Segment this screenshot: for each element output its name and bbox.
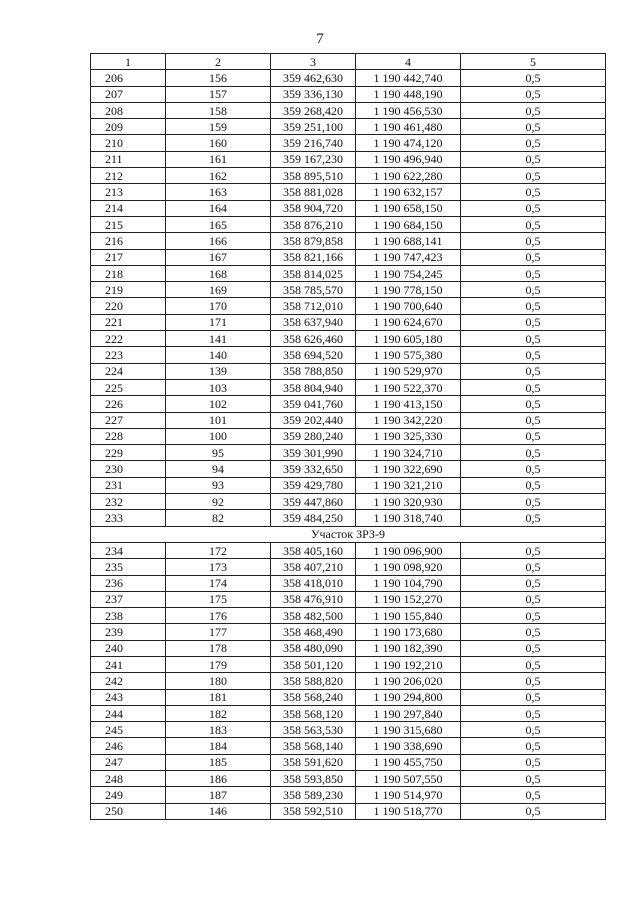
coord-y-cell: 1 190 507,550	[356, 771, 461, 787]
coord-x-cell: 359 447,860	[271, 494, 356, 510]
point-number-cell: 173	[166, 559, 271, 575]
coord-y-cell: 1 190 747,423	[356, 249, 461, 265]
row-number-cell: 218	[91, 265, 166, 281]
coord-x-cell: 358 592,510	[271, 803, 356, 819]
accuracy-cell: 0,5	[461, 314, 606, 330]
row-number-cell: 208	[91, 102, 166, 118]
row-number-cell: 223	[91, 347, 166, 363]
table-row	[91, 640, 606, 656]
row-number-cell: 230	[91, 461, 166, 477]
coord-x-cell: 358 879,858	[271, 233, 356, 249]
accuracy-cell: 0,5	[461, 363, 606, 379]
table-row	[91, 754, 606, 770]
row-number-cell: 247	[91, 754, 166, 770]
point-number-cell: 186	[166, 771, 271, 787]
table-row	[91, 477, 606, 493]
row-number-cell: 211	[91, 151, 166, 167]
point-number-cell: 161	[166, 151, 271, 167]
row-number-cell: 207	[91, 86, 166, 102]
accuracy-cell: 0,5	[461, 151, 606, 167]
table-row	[91, 510, 606, 526]
accuracy-cell: 0,5	[461, 575, 606, 591]
row-number-cell: 225	[91, 379, 166, 395]
table-row	[91, 265, 606, 281]
coord-y-cell: 1 190 496,940	[356, 151, 461, 167]
row-number-cell: 209	[91, 119, 166, 135]
accuracy-cell: 0,5	[461, 249, 606, 265]
accuracy-cell: 0,5	[461, 445, 606, 461]
point-number-cell: 183	[166, 722, 271, 738]
accuracy-cell: 0,5	[461, 787, 606, 803]
table-row	[91, 102, 606, 118]
accuracy-cell: 0,5	[461, 282, 606, 298]
section-title: Участок ЗРЗ-9	[91, 526, 606, 542]
coord-x-cell: 359 280,240	[271, 428, 356, 444]
table-row	[91, 86, 606, 102]
point-number-cell: 163	[166, 184, 271, 200]
table-row	[91, 722, 606, 738]
accuracy-cell: 0,5	[461, 461, 606, 477]
accuracy-cell: 0,5	[461, 86, 606, 102]
coord-y-cell: 1 190 413,150	[356, 396, 461, 412]
point-number-cell: 140	[166, 347, 271, 363]
point-number-cell: 94	[166, 461, 271, 477]
accuracy-cell: 0,5	[461, 705, 606, 721]
coord-x-cell: 359 041,760	[271, 396, 356, 412]
row-number-cell: 234	[91, 542, 166, 558]
table-row	[91, 608, 606, 624]
accuracy-cell: 0,5	[461, 771, 606, 787]
coord-y-cell: 1 190 192,210	[356, 656, 461, 672]
coordinates-table-body	[91, 54, 606, 820]
row-number-cell: 232	[91, 494, 166, 510]
coord-y-cell: 1 190 455,750	[356, 754, 461, 770]
row-number-cell: 242	[91, 673, 166, 689]
coord-y-cell: 1 190 632,157	[356, 184, 461, 200]
table-row	[91, 216, 606, 232]
table-row	[91, 151, 606, 167]
row-number-cell: 240	[91, 640, 166, 656]
coord-x-cell: 358 476,910	[271, 591, 356, 607]
accuracy-cell: 0,5	[461, 494, 606, 510]
coord-y-cell: 1 190 206,020	[356, 673, 461, 689]
coord-y-cell: 1 190 173,680	[356, 624, 461, 640]
table-row	[91, 689, 606, 705]
table-row	[91, 314, 606, 330]
point-number-cell: 158	[166, 102, 271, 118]
table-row	[91, 705, 606, 721]
point-number-cell: 185	[166, 754, 271, 770]
table-row	[91, 379, 606, 395]
point-number-cell: 146	[166, 803, 271, 819]
coord-y-cell: 1 190 754,245	[356, 265, 461, 281]
coord-y-cell: 1 190 322,690	[356, 461, 461, 477]
accuracy-cell: 0,5	[461, 428, 606, 444]
coord-y-cell: 1 190 522,370	[356, 379, 461, 395]
coord-x-cell: 359 336,130	[271, 86, 356, 102]
row-number-cell: 212	[91, 168, 166, 184]
coord-y-cell: 1 190 575,380	[356, 347, 461, 363]
coord-y-cell: 1 190 104,790	[356, 575, 461, 591]
row-number-cell: 231	[91, 477, 166, 493]
coord-y-cell: 1 190 461,480	[356, 119, 461, 135]
row-number-cell: 221	[91, 314, 166, 330]
table-row	[91, 803, 606, 819]
point-number-cell: 176	[166, 608, 271, 624]
coord-y-cell: 1 190 152,270	[356, 591, 461, 607]
row-number-cell: 241	[91, 656, 166, 672]
accuracy-cell: 0,5	[461, 119, 606, 135]
table-row	[91, 249, 606, 265]
row-number-cell: 250	[91, 803, 166, 819]
accuracy-cell: 0,5	[461, 347, 606, 363]
coord-y-cell: 1 190 474,120	[356, 135, 461, 151]
accuracy-cell: 0,5	[461, 331, 606, 347]
coord-y-cell: 1 190 658,150	[356, 200, 461, 216]
accuracy-cell: 0,5	[461, 738, 606, 754]
coord-x-cell: 358 895,510	[271, 168, 356, 184]
coord-x-cell: 358 482,500	[271, 608, 356, 624]
point-number-cell: 172	[166, 542, 271, 558]
coord-y-cell: 1 190 700,640	[356, 298, 461, 314]
accuracy-cell: 5	[461, 54, 606, 70]
coord-x-cell: 359 484,250	[271, 510, 356, 526]
accuracy-cell: 0,5	[461, 559, 606, 575]
point-number-cell: 102	[166, 396, 271, 412]
coord-y-cell: 1 190 098,920	[356, 559, 461, 575]
accuracy-cell: 0,5	[461, 168, 606, 184]
coord-x-cell: 358 785,570	[271, 282, 356, 298]
coord-y-cell: 1 190 529,970	[356, 363, 461, 379]
table-row	[91, 184, 606, 200]
accuracy-cell: 0,5	[461, 70, 606, 86]
point-number-cell: 166	[166, 233, 271, 249]
accuracy-cell: 0,5	[461, 102, 606, 118]
point-number-cell: 178	[166, 640, 271, 656]
table-row	[91, 542, 606, 558]
point-number-cell: 164	[166, 200, 271, 216]
accuracy-cell: 0,5	[461, 233, 606, 249]
table-row	[91, 412, 606, 428]
coord-x-cell: 359 216,740	[271, 135, 356, 151]
table-row	[91, 135, 606, 151]
accuracy-cell: 0,5	[461, 689, 606, 705]
coord-y-cell: 1 190 096,900	[356, 542, 461, 558]
accuracy-cell: 0,5	[461, 656, 606, 672]
point-number-cell: 180	[166, 673, 271, 689]
accuracy-cell: 0,5	[461, 184, 606, 200]
coord-y-cell: 1 190 325,330	[356, 428, 461, 444]
point-number-cell: 157	[166, 86, 271, 102]
table-row	[91, 738, 606, 754]
row-number-cell: 239	[91, 624, 166, 640]
table-row	[91, 331, 606, 347]
point-number-cell: 179	[166, 656, 271, 672]
table-row	[91, 673, 606, 689]
row-number-cell: 246	[91, 738, 166, 754]
accuracy-cell: 0,5	[461, 510, 606, 526]
point-number-cell: 2	[166, 54, 271, 70]
row-number-cell: 233	[91, 510, 166, 526]
coord-x-cell: 358 712,010	[271, 298, 356, 314]
row-number-cell: 217	[91, 249, 166, 265]
row-number-cell: 226	[91, 396, 166, 412]
coord-y-cell: 4	[356, 54, 461, 70]
coord-y-cell: 1 190 442,740	[356, 70, 461, 86]
coord-x-cell: 358 468,490	[271, 624, 356, 640]
row-number-cell: 245	[91, 722, 166, 738]
accuracy-cell: 0,5	[461, 722, 606, 738]
accuracy-cell: 0,5	[461, 298, 606, 314]
point-number-cell: 141	[166, 331, 271, 347]
accuracy-cell: 0,5	[461, 265, 606, 281]
point-number-cell: 162	[166, 168, 271, 184]
table-row	[91, 70, 606, 86]
point-number-cell: 169	[166, 282, 271, 298]
table-row	[91, 575, 606, 591]
point-number-cell: 165	[166, 216, 271, 232]
table-row	[91, 624, 606, 640]
row-number-cell: 224	[91, 363, 166, 379]
point-number-cell: 171	[166, 314, 271, 330]
row-number-cell: 213	[91, 184, 166, 200]
row-number-cell: 206	[91, 70, 166, 86]
coord-y-cell: 1 190 684,150	[356, 216, 461, 232]
coord-x-cell: 359 462,630	[271, 70, 356, 86]
coord-y-cell: 1 190 315,680	[356, 722, 461, 738]
coord-y-cell: 1 190 622,280	[356, 168, 461, 184]
point-number-cell: 174	[166, 575, 271, 591]
coord-x-cell: 359 268,420	[271, 102, 356, 118]
coord-x-cell: 358 876,210	[271, 216, 356, 232]
row-number-cell: 235	[91, 559, 166, 575]
coord-y-cell: 1 190 688,141	[356, 233, 461, 249]
table-row	[91, 363, 606, 379]
point-number-cell: 159	[166, 119, 271, 135]
row-number-cell: 249	[91, 787, 166, 803]
point-number-cell: 92	[166, 494, 271, 510]
coord-x-cell: 359 332,650	[271, 461, 356, 477]
row-number-cell: 219	[91, 282, 166, 298]
page-number: 7	[316, 31, 324, 47]
point-number-cell: 184	[166, 738, 271, 754]
row-number-cell: 222	[91, 331, 166, 347]
point-number-cell: 100	[166, 428, 271, 444]
coord-x-cell: 358 418,010	[271, 575, 356, 591]
accuracy-cell: 0,5	[461, 803, 606, 819]
row-number-cell: 244	[91, 705, 166, 721]
table-row	[91, 428, 606, 444]
coord-y-cell: 1 190 320,930	[356, 494, 461, 510]
coord-x-cell: 358 568,240	[271, 689, 356, 705]
coord-y-cell: 1 190 778,150	[356, 282, 461, 298]
point-number-cell: 103	[166, 379, 271, 395]
coord-x-cell: 358 591,620	[271, 754, 356, 770]
table-row	[91, 656, 606, 672]
accuracy-cell: 0,5	[461, 640, 606, 656]
accuracy-cell: 0,5	[461, 412, 606, 428]
table-row	[91, 445, 606, 461]
table-row	[91, 771, 606, 787]
accuracy-cell: 0,5	[461, 591, 606, 607]
coord-y-cell: 1 190 338,690	[356, 738, 461, 754]
row-number-cell: 214	[91, 200, 166, 216]
coord-y-cell: 1 190 321,210	[356, 477, 461, 493]
row-number-cell: 220	[91, 298, 166, 314]
table-row	[91, 559, 606, 575]
coord-x-cell: 359 429,780	[271, 477, 356, 493]
coord-x-cell: 358 501,120	[271, 656, 356, 672]
row-number-cell: 243	[91, 689, 166, 705]
coord-y-cell: 1 190 448,190	[356, 86, 461, 102]
accuracy-cell: 0,5	[461, 379, 606, 395]
accuracy-cell: 0,5	[461, 673, 606, 689]
point-number-cell: 93	[166, 477, 271, 493]
coord-x-cell: 358 593,850	[271, 771, 356, 787]
section-row	[91, 526, 606, 542]
coord-x-cell: 358 804,940	[271, 379, 356, 395]
table-row	[91, 494, 606, 510]
accuracy-cell: 0,5	[461, 135, 606, 151]
coord-x-cell: 358 904,720	[271, 200, 356, 216]
accuracy-cell: 0,5	[461, 754, 606, 770]
table-row	[91, 396, 606, 412]
coord-x-cell: 358 407,210	[271, 559, 356, 575]
table-row	[91, 168, 606, 184]
point-number-cell: 175	[166, 591, 271, 607]
row-number-cell: 215	[91, 216, 166, 232]
coord-y-cell: 1 190 605,180	[356, 331, 461, 347]
row-number-cell: 248	[91, 771, 166, 787]
coord-x-cell: 359 167,230	[271, 151, 356, 167]
table-row	[91, 119, 606, 135]
row-number-cell: 228	[91, 428, 166, 444]
table-row	[91, 282, 606, 298]
point-number-cell: 177	[166, 624, 271, 640]
row-number-cell: 236	[91, 575, 166, 591]
point-number-cell: 182	[166, 705, 271, 721]
accuracy-cell: 0,5	[461, 200, 606, 216]
coord-x-cell: 358 637,940	[271, 314, 356, 330]
coord-x-cell: 358 563,530	[271, 722, 356, 738]
table-row	[91, 787, 606, 803]
accuracy-cell: 0,5	[461, 624, 606, 640]
table-row	[91, 461, 606, 477]
point-number-cell: 101	[166, 412, 271, 428]
coord-x-cell: 358 589,230	[271, 787, 356, 803]
coord-x-cell: 358 480,090	[271, 640, 356, 656]
point-number-cell: 95	[166, 445, 271, 461]
coord-x-cell: 358 821,166	[271, 249, 356, 265]
accuracy-cell: 0,5	[461, 216, 606, 232]
coord-x-cell: 359 202,440	[271, 412, 356, 428]
point-number-cell: 156	[166, 70, 271, 86]
coord-y-cell: 1 190 342,220	[356, 412, 461, 428]
table-row	[91, 591, 606, 607]
coord-x-cell: 3	[271, 54, 356, 70]
coord-y-cell: 1 190 318,740	[356, 510, 461, 526]
coord-x-cell: 359 301,990	[271, 445, 356, 461]
coord-x-cell: 358 568,120	[271, 705, 356, 721]
coordinates-table	[90, 53, 606, 820]
point-number-cell: 181	[166, 689, 271, 705]
point-number-cell: 170	[166, 298, 271, 314]
accuracy-cell: 0,5	[461, 396, 606, 412]
row-number-cell: 238	[91, 608, 166, 624]
row-number-cell: 237	[91, 591, 166, 607]
coord-y-cell: 1 190 294,800	[356, 689, 461, 705]
coord-y-cell: 1 190 624,670	[356, 314, 461, 330]
accuracy-cell: 0,5	[461, 608, 606, 624]
point-number-cell: 139	[166, 363, 271, 379]
coord-x-cell: 358 788,850	[271, 363, 356, 379]
coord-x-cell: 358 626,460	[271, 331, 356, 347]
row-number-cell: 1	[91, 54, 166, 70]
row-number-cell: 227	[91, 412, 166, 428]
table-row	[91, 200, 606, 216]
point-number-cell: 82	[166, 510, 271, 526]
point-number-cell: 160	[166, 135, 271, 151]
header-row	[91, 54, 606, 70]
coord-y-cell: 1 190 456,530	[356, 102, 461, 118]
coord-x-cell: 358 588,820	[271, 673, 356, 689]
coord-y-cell: 1 190 324,710	[356, 445, 461, 461]
point-number-cell: 187	[166, 787, 271, 803]
coord-y-cell: 1 190 155,840	[356, 608, 461, 624]
table-row	[91, 347, 606, 363]
coord-x-cell: 358 568,140	[271, 738, 356, 754]
coord-y-cell: 1 190 182,390	[356, 640, 461, 656]
coord-x-cell: 358 694,520	[271, 347, 356, 363]
row-number-cell: 229	[91, 445, 166, 461]
coord-x-cell: 358 881,028	[271, 184, 356, 200]
row-number-cell: 216	[91, 233, 166, 249]
coord-x-cell: 358 405,160	[271, 542, 356, 558]
coord-y-cell: 1 190 297,840	[356, 705, 461, 721]
coord-y-cell: 1 190 518,770	[356, 803, 461, 819]
point-number-cell: 167	[166, 249, 271, 265]
coord-x-cell: 358 814,025	[271, 265, 356, 281]
coord-x-cell: 359 251,100	[271, 119, 356, 135]
table-row	[91, 233, 606, 249]
table-row	[91, 298, 606, 314]
accuracy-cell: 0,5	[461, 477, 606, 493]
point-number-cell: 168	[166, 265, 271, 281]
coord-y-cell: 1 190 514,970	[356, 787, 461, 803]
accuracy-cell: 0,5	[461, 542, 606, 558]
row-number-cell: 210	[91, 135, 166, 151]
